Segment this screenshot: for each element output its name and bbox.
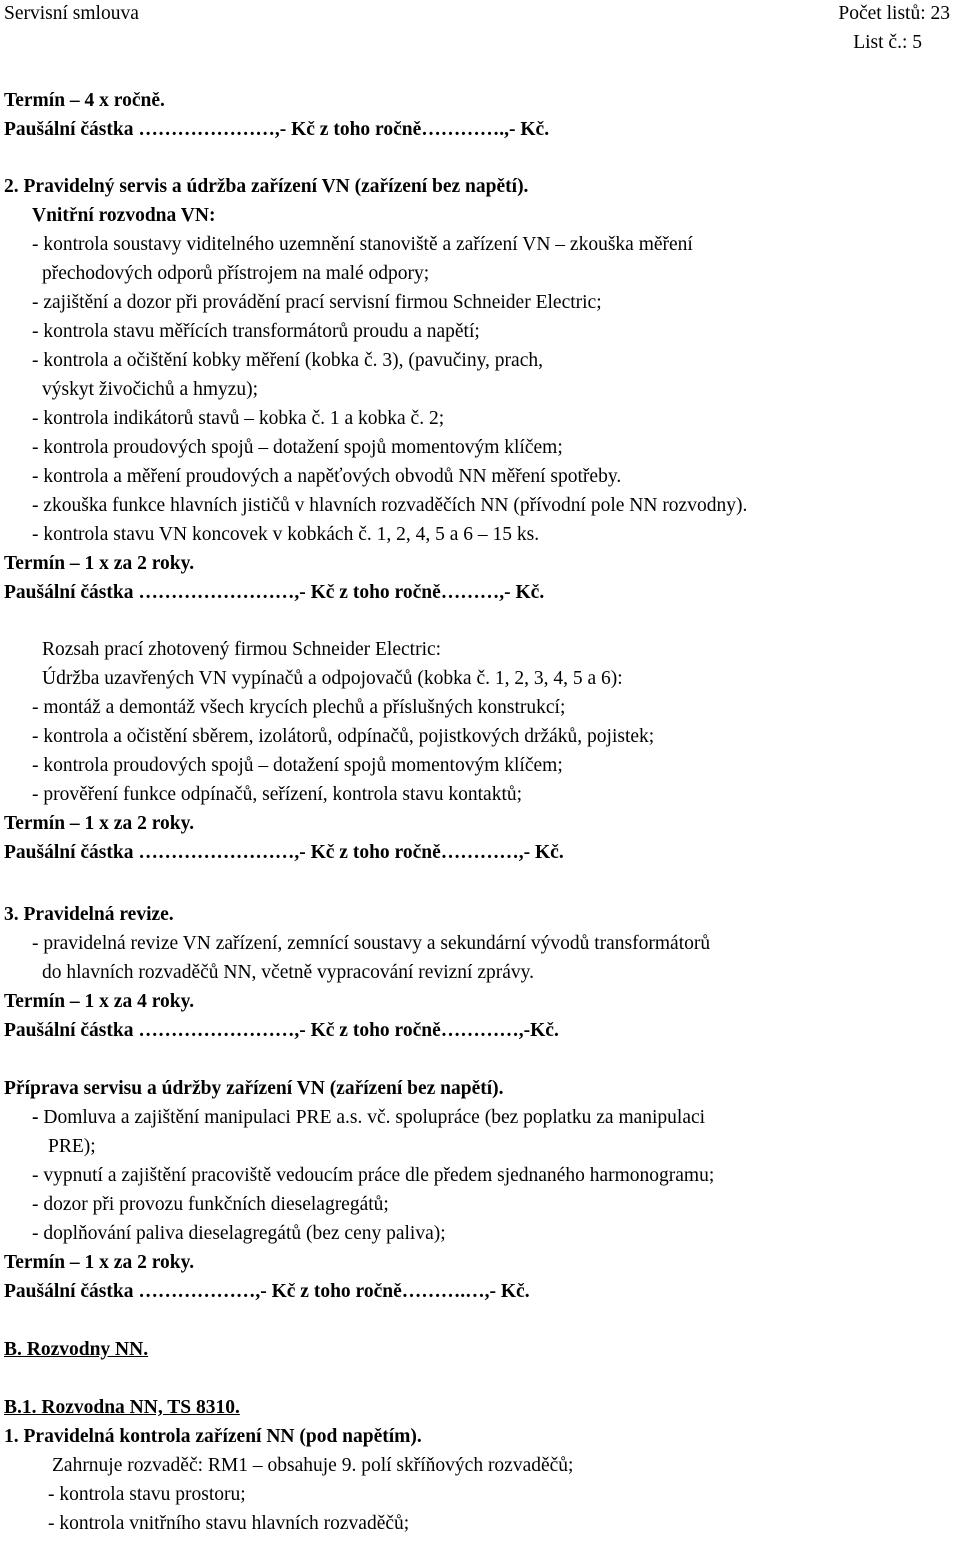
list-item: - kontrola stavu prostoru; <box>48 1484 246 1505</box>
includes-line: Zahrnuje rozvaděč: RM1 – obsahuje 9. polí skříňových rozvaděčů; <box>52 1455 574 1476</box>
list-item: - prověření funkce odpínačů, seřízení, kontrola stavu kontaktů; <box>32 784 523 805</box>
flat-fee-line: Paušální částka ……………………,- Kč z toho ročně…………,- Kč. <box>4 842 564 863</box>
list-item: - kontrola indikátorů stavů – kobka č. 1 a kobka č. 2; <box>32 408 445 429</box>
list-item: - pravidelná revize VN zařízení, zemnící soustavy a sekundární vývodů transformátorů <box>32 933 711 954</box>
list-item: - kontrola vnitřního stavu hlavních rozvaděčů; <box>48 1513 410 1534</box>
part-heading: B. Rozvodny NN. <box>4 1339 149 1360</box>
scope-heading: Rozsah prací zhotovený firmou Schneider Electric: <box>42 639 442 660</box>
list-item-continuation: do hlavních rozvaděčů NN, včetně vypracování revizní zprávy. <box>42 962 534 983</box>
list-item: - doplňování paliva dieselagregátů (bez ceny paliva); <box>32 1223 446 1244</box>
list-item: - kontrola a očistění sběrem, izolátorů, odpínačů, pojistkových držáků, pojistek; <box>32 726 655 747</box>
section-heading: Příprava servisu a údržby zařízení VN (zařízení bez napětí). <box>4 1078 504 1099</box>
flat-fee-line: Paušální částka ………………,- Kč z toho ročně……….…,- Kč. <box>4 1281 530 1302</box>
list-item: - kontrola stavu měřících transformátorů proudu a napětí; <box>32 321 480 342</box>
list-item: - zajištění a dozor při provádění prací servisní firmou Schneider Electric; <box>32 292 602 313</box>
scope-subheading: Údržba uzavřených VN vypínačů a odpojovačů (kobka č. 1, 2, 3, 4, 5 a 6): <box>42 668 623 689</box>
section-heading: 3. Pravidelná revize. <box>4 904 174 925</box>
flat-fee-line: Paušální částka ……………………,- Kč z toho ročně…………,-Kč. <box>4 1020 559 1041</box>
list-item-continuation: přechodových odporů přístrojem na malé odpory; <box>42 263 430 284</box>
list-item: - zkouška funkce hlavních jističů v hlavních rozvaděčích NN (přívodní pole NN rozvodny). <box>32 495 748 516</box>
term-line: Termín – 1 x za 2 roky. <box>4 813 195 834</box>
page-count: Počet listů: 23 <box>838 3 950 24</box>
term-line: Termín – 4 x ročně. <box>4 90 165 111</box>
doc-title: Servisní smlouva <box>4 3 139 24</box>
list-item: - kontrola proudových spojů – dotažení spojů momentovým klíčem; <box>32 437 563 458</box>
list-item: - kontrola stavu VN koncovek v kobkách č. 1, 2, 4, 5 a 6 – 15 ks. <box>32 524 540 545</box>
page-number: List č.: 5 <box>853 32 922 53</box>
list-item: - vypnutí a zajištění pracoviště vedoucím práce dle předem sjednaného harmonogramu; <box>32 1165 715 1186</box>
list-item-continuation: výskyt živočichů a hmyzu); <box>42 379 259 400</box>
term-line: Termín – 1 x za 4 roky. <box>4 991 195 1012</box>
subsection-heading: Vnitřní rozvodna VN: <box>32 205 216 226</box>
subpart-heading: B.1. Rozvodna NN, TS 8310. <box>4 1397 240 1418</box>
flat-fee-line: Paušální částka ……………………,- Kč z toho ročně………,- Kč. <box>4 582 545 603</box>
list-item: - kontrola a měření proudových a napěťových obvodů NN měření spotřeby. <box>32 466 622 487</box>
term-line: Termín – 1 x za 2 roky. <box>4 553 195 574</box>
term-line: Termín – 1 x za 2 roky. <box>4 1252 195 1273</box>
list-item-text: Domluva a zajištění manipulaci PRE a.s. vč. spolupráce (bez poplatku za manipulaci <box>38 1107 706 1128</box>
flat-fee-line: Paušální částka …………………,- Kč z toho ročně………….,- Kč. <box>4 119 550 140</box>
list-item: - kontrola proudových spojů – dotažení spojů momentovým klíčem; <box>32 755 563 776</box>
list-item: - kontrola soustavy viditelného uzemnění stanoviště a zařízení VN – zkouška měření <box>32 234 693 255</box>
list-item: - dozor při provozu funkčních dieselagregátů; <box>32 1194 389 1215</box>
section-heading: 2. Pravidelný servis a údržba zařízení VN (zařízení bez napětí). <box>4 176 529 197</box>
list-item <box>32 1108 705 1128</box>
list-item-continuation: PRE); <box>48 1136 96 1157</box>
list-item: - montáž a demontáž všech krycích plechů a příslušných konstrukcí; <box>32 697 566 718</box>
list-item: - kontrola a očištění kobky měření (kobka č. 3), (pavučiny, prach, <box>32 350 543 371</box>
list-dash: - <box>32 1107 39 1128</box>
section-heading: 1. Pravidelná kontrola zařízení NN (pod napětím). <box>4 1426 422 1447</box>
